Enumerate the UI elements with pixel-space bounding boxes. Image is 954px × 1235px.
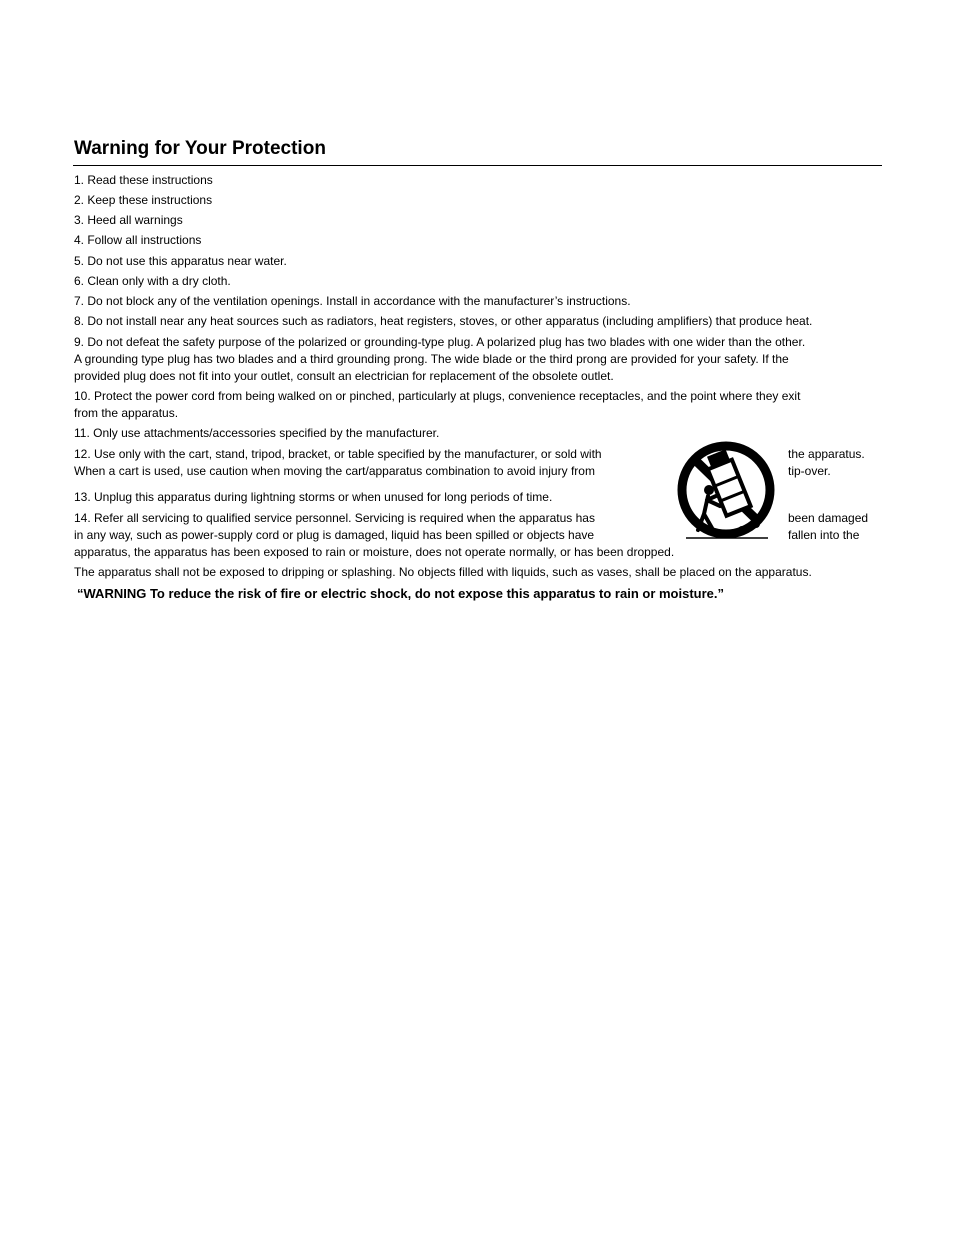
instruction-12-line-1-right: the apparatus. xyxy=(788,447,865,461)
fire-shock-warning: “WARNING To reduce the risk of fire or electric shock, do not expose this apparatus to rain or moisture.” xyxy=(77,586,724,601)
instruction-5: 5. Do not use this apparatus near water. xyxy=(74,254,287,268)
dripping-notice: The apparatus shall not be exposed to dripping or splashing. No objects filled with liquids, such as vases, shall be placed on the apparatus. xyxy=(74,565,812,579)
instruction-6: 6. Clean only with a dry cloth. xyxy=(74,274,231,288)
instruction-9-line-1: 9. Do not defeat the safety purpose of the polarized or grounding-type plug. A polarized plug has two blades with one wider than the other. xyxy=(74,335,806,349)
cart-tip-over-warning-icon xyxy=(670,440,782,546)
instruction-8: 8. Do not install near any heat sources such as radiators, heat registers, stoves, or other apparatus (including amplifiers) that produce heat. xyxy=(74,314,813,328)
instruction-14-line-1: 14. Refer all servicing to qualified service personnel. Servicing is required when the apparatus has xyxy=(74,511,595,525)
section-title: Warning for Your Protection xyxy=(74,138,326,159)
instruction-4: 4. Follow all instructions xyxy=(74,233,202,247)
instruction-10-line-2: from the apparatus. xyxy=(74,406,179,420)
instruction-14-line-3: apparatus, the apparatus has been exposed to rain or moisture, does not operate normally, or has been dropped. xyxy=(74,545,675,559)
instruction-12-line-2-right: tip-over. xyxy=(788,464,831,478)
instruction-7: 7. Do not block any of the ventilation openings. Install in accordance with the manufacturer’s instructions. xyxy=(74,294,631,308)
instruction-2: 2. Keep these instructions xyxy=(74,193,213,207)
title-underline xyxy=(73,165,882,166)
instruction-14-line-1-right: been damaged xyxy=(788,511,869,525)
instruction-12-line-1: 12. Use only with the cart, stand, tripod, bracket, or table specified by the manufacturer, or sold with xyxy=(74,447,602,461)
instruction-12-line-2: When a cart is used, use caution when moving the cart/apparatus combination to avoid injury from xyxy=(74,464,595,478)
instruction-10-line-1: 10. Protect the power cord from being walked on or pinched, particularly at plugs, convenience receptacles, and the point where they exit xyxy=(74,389,801,403)
instruction-1: 1. Read these instructions xyxy=(74,173,213,187)
instruction-3: 3. Heed all warnings xyxy=(74,213,183,227)
instruction-14-line-2: in any way, such as power-supply cord or plug is damaged, liquid has been spilled or objects have xyxy=(74,528,595,542)
instruction-14-line-2-right: fallen into the xyxy=(788,528,860,542)
instruction-9-line-3: provided plug does not fit into your outlet, consult an electrician for replacement of the obsolete outlet. xyxy=(74,369,614,383)
instruction-11: 11. Only use attachments/accessories specified by the manufacturer. xyxy=(74,426,440,440)
instruction-9-line-2: A grounding type plug has two blades and a third grounding prong. The wide blade or the third prong are provided for your safety. If the xyxy=(74,352,789,366)
instruction-13: 13. Unplug this apparatus during lightning storms or when unused for long periods of time. xyxy=(74,490,553,504)
